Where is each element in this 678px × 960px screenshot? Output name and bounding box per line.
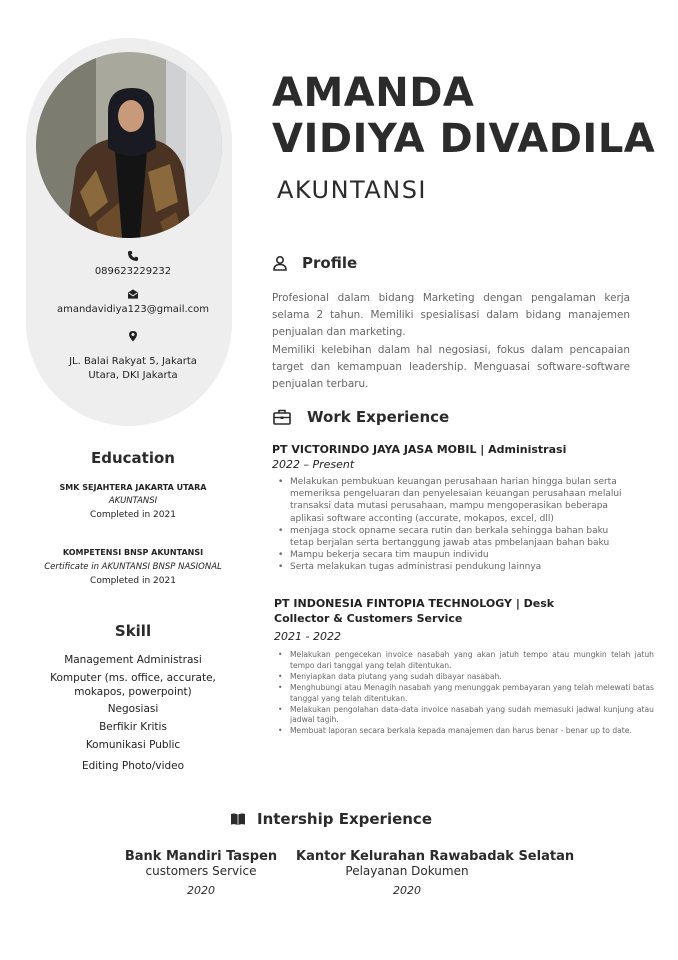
work-heading <box>273 408 449 426</box>
contact-phone <box>26 250 240 279</box>
education-major: Certificate in AKUNTANSI BNSP NASIONAL <box>44 562 222 572</box>
duty-item: • Serta melakukan tugas administrasi pendukung lainnya <box>276 561 634 573</box>
full-name <box>272 70 672 162</box>
duty-item: • Menghubungi atau Menagih nasabah yang menunggak pembayaran yang telah melewati batas tanggal yang telah ditentukan. <box>276 683 654 705</box>
book-icon <box>230 812 246 826</box>
duty-item: • Melakukan pengecekan invoice nasabah yang akan jatuh tempo atau mungkin telah jatuh tempo dari tanggal yang telah ditentukan. <box>276 650 654 672</box>
map-pin-icon <box>127 330 139 342</box>
phone-icon <box>127 250 139 262</box>
education-title: Education <box>91 449 175 467</box>
job-company: Collector & Customers Service <box>274 612 463 625</box>
work-title: Work Experience <box>307 408 450 426</box>
job-duties <box>276 650 654 737</box>
education-item <box>30 483 236 520</box>
internship-company: Bank Mandiri Taspen <box>124 849 278 864</box>
profile-summary <box>272 290 630 393</box>
name-line-2: VIDIYA DIVADILA <box>272 116 656 162</box>
duty-item: • Melakukan pembukuan keuangan perusahaan harian hingga bulan serta memeriksa pengeluaran dan penyelesaian keuangan perusahaan melalui transaksi data mutasi perusahaan, mampu mengoperasikan beberapa aplikasi software acconting (accurate, mokapos, excel, dll) <box>276 476 634 525</box>
profile-paragraph: Memiliki kelebihan dalam hal negosiasi, fokus dalam pencapaian target dan kemampuan leadership. Menguasai software-software penjualan terbaru. <box>272 343 630 391</box>
education-school: KOMPETENSI BNSP AKUNTANSI <box>62 548 204 557</box>
skill-item: Negosiasi <box>107 703 159 715</box>
duty-item: • Membuat laporan secara berkala kepada manajemen dan harus benar - benar up to date. <box>276 726 654 737</box>
internship-title: Intership Experience <box>257 810 432 828</box>
user-icon <box>272 255 288 271</box>
job-period: 2021 - 2022 <box>274 630 341 643</box>
contact-address <box>26 330 240 383</box>
address-line-1: JL. Balai Rakyat 5, Jakarta <box>69 356 197 367</box>
skill-title: Skill <box>114 622 152 640</box>
internship-heading <box>230 810 432 828</box>
skill-item: mokapos, powerpoint) <box>74 686 192 698</box>
profile-paragraph: Profesional dalam bidang Marketing dengan pengalaman kerja selama 2 tahun. Memiliki spesialisasi dalam bidang manajemen penjualan dan marketing. <box>272 292 630 339</box>
envelope-icon <box>127 288 139 300</box>
skill-item: Berfikir Kritis <box>99 721 167 733</box>
internship-role: Pelayanan Dokumen <box>345 864 469 878</box>
address-line-2: Utara, DKI Jakarta <box>88 370 178 381</box>
job-duties <box>276 476 634 574</box>
job-company: PT INDONESIA FINTOPIA TECHNOLOGY | Desk <box>274 597 555 610</box>
name-line-1: AMANDA <box>272 70 475 116</box>
skill-item: Komunikasi Public <box>85 739 181 751</box>
duty-item: • menjaga stock opname secara rutin dan berkala sehingga bahan baku tetap berjalan serta bertanggung jawab atas pmbelanjaan bahan baku <box>276 525 634 549</box>
profile-heading <box>272 254 357 272</box>
contact-email <box>26 288 240 317</box>
internship-company: Kantor Kelurahan Rawabadak Selatan <box>296 849 575 864</box>
profile-title: Profile <box>302 254 358 272</box>
duty-item: • Menyiapkan data piutang yang sudah dibayar nasabah. <box>276 672 654 683</box>
email-address[interactable]: amandavidiya123@gmail.com <box>56 304 210 315</box>
job-company: PT VICTORINDO JAYA JASA MOBIL | Administrasi <box>272 443 567 456</box>
internship-item <box>296 849 575 897</box>
education-school: SMK SEJAHTERA JAKARTA UTARA <box>59 483 207 492</box>
duty-item: • Mampu bekerja secara tim maupun individu <box>276 549 634 561</box>
education-major: AKUNTANSI <box>108 496 158 506</box>
job-role: AKUNTANSI <box>277 176 428 204</box>
education-completed: Completed in 2021 <box>90 510 176 520</box>
skill-item: Komputer (ms. office, accurate, <box>50 672 216 684</box>
education-completed: Completed in 2021 <box>90 576 176 586</box>
job-period: 2022 – Present <box>272 458 355 471</box>
skill-item: Management Administrasi <box>64 654 202 666</box>
internship-year: 2020 <box>187 884 215 897</box>
internship-role: customers Service <box>145 864 257 878</box>
skill-item: Editing Photo/video <box>81 760 185 772</box>
profile-photo <box>36 52 222 238</box>
phone-number[interactable]: 089623229232 <box>94 266 172 277</box>
internship-item <box>116 849 286 897</box>
internship-year: 2020 <box>393 884 421 897</box>
briefcase-icon <box>273 409 291 425</box>
duty-item: • Melakukan pengolahan data-data invoice nasabah yang sudah memasuki jadwal kunjung atau jadwal tagih. <box>276 705 654 727</box>
education-item <box>30 548 236 586</box>
